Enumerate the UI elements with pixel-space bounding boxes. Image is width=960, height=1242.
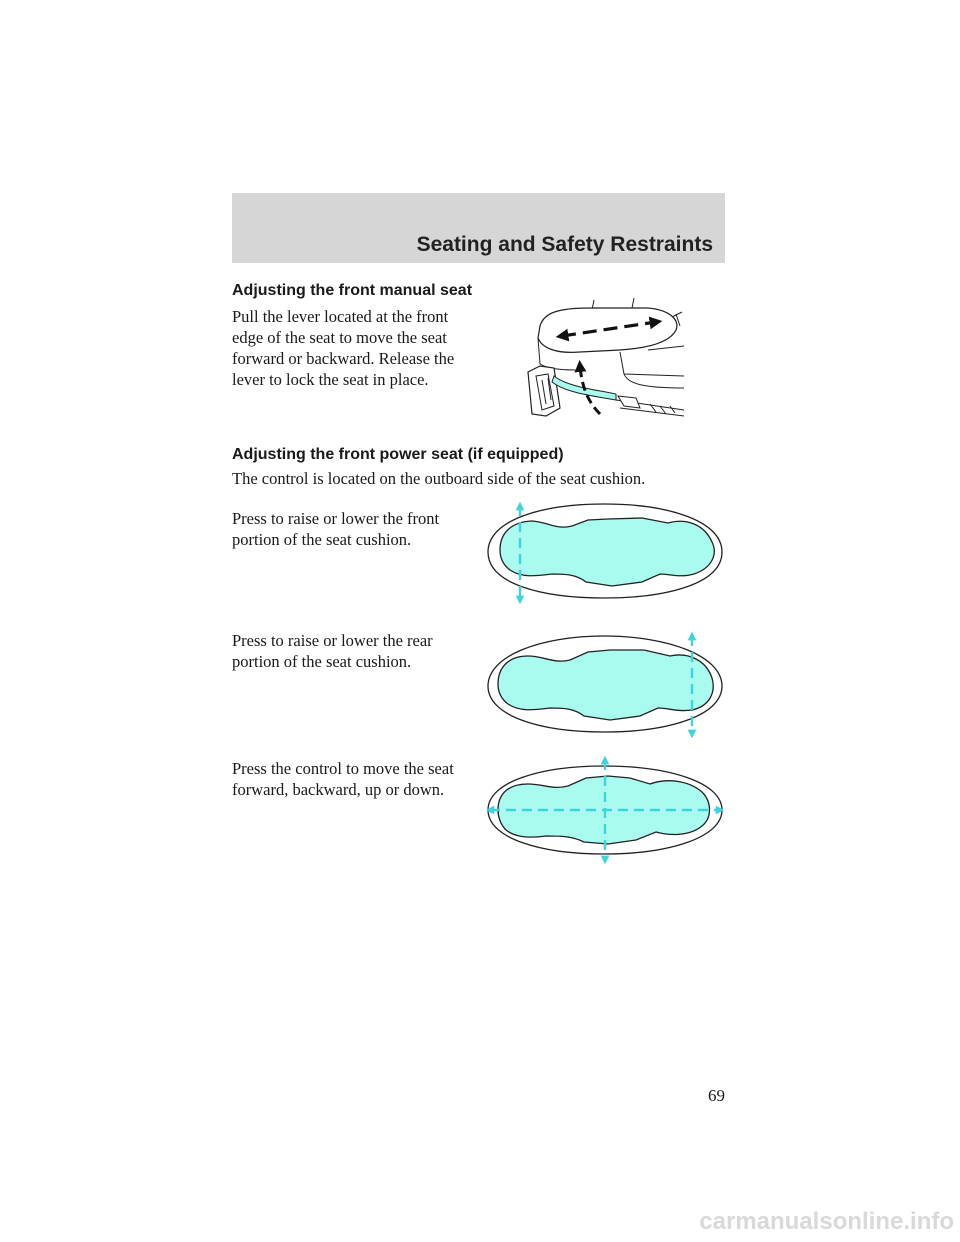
text-line: Pull the lever located at the front [232,307,449,326]
four-way-control-diagram [480,754,728,866]
text-line: edge of the seat to move the seat [232,328,447,347]
heading-power-seat: Adjusting the front power seat (if equipped) [232,446,564,463]
watermark-text: carmanualsonline.info [699,1208,954,1235]
text-line: portion of the seat cushion. [232,530,412,549]
page-number: 69 [708,1086,725,1105]
paragraph-move-seat [232,758,454,800]
section-header-band [232,193,725,263]
text-line: Press the control to move the seat [232,759,454,778]
heading-manual-seat: Adjusting the front manual seat [232,282,473,299]
front-tilt-control-diagram [482,494,727,612]
section-title: Seating and Safety Restraints [416,233,713,256]
paragraph-power-intro [232,468,645,489]
rear-tilt-control-diagram [482,626,727,744]
text-line: forward, backward, up or down. [232,780,445,799]
paragraph-rear-portion [232,630,433,672]
text-line: lever to lock the seat in place. [232,370,429,389]
text-line: Press to raise or lower the rear [232,631,433,650]
paragraph-manual-seat [232,306,454,390]
paragraph-front-portion [232,508,439,550]
text-line: Press to raise or lower the front [232,509,440,528]
text-line: forward or backward. Release the [232,349,455,368]
manual-seat-illustration [520,296,685,421]
text-line: The control is located on the outboard side of the seat cushion. [232,469,646,488]
text-line: portion of the seat cushion. [232,652,412,671]
